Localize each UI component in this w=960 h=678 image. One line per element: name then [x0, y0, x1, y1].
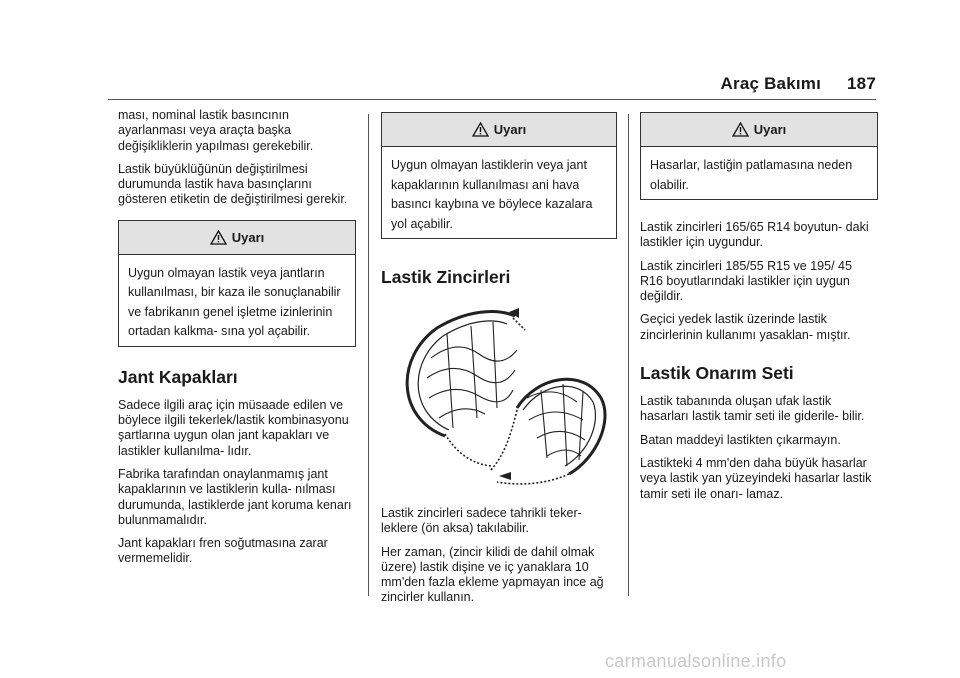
snow-chains-illustration: [387, 298, 615, 498]
column-2: [381, 108, 617, 614]
paragraph: ması, nominal lastik basıncının ayarlanması veya araçta başka değişikliklerin yapılması gerekebilir.: [118, 108, 314, 153]
paragraph: Lastik zincirleri 185/55 R15 ve 195/ 45 R16 boyutlarındaki lastikler için uygun değildir.: [640, 258, 852, 304]
warning-box: [118, 220, 356, 347]
section-heading: Lastik Onarım Seti: [640, 363, 794, 384]
column-divider-2: [628, 114, 629, 596]
warning-box: [381, 112, 617, 239]
paragraph: Her zaman, (zincir kilidi de dahil olmak üzere) lastik dişine ve iç yanaklara 10 mm'den fazla ekleme yapmayan ince ağ zincirler kullanın.: [381, 544, 604, 605]
section-heading: Jant Kapakları: [118, 366, 238, 387]
warning-title: Uyarı: [493, 122, 527, 137]
paragraph: Jant kapakları fren soğutmasına zarar vermemelidir.: [118, 536, 328, 566]
page-number: 187: [847, 74, 876, 93]
column-divider-1: [368, 114, 369, 596]
watermark: carmanualsonline.info: [605, 651, 787, 671]
header-rule: [108, 99, 876, 100]
warning-header: [119, 221, 355, 255]
paragraph: Fabrika tarafından onaylanmamış jant kapaklarının ve lastiklerin kulla- nılması durumunda, lastiklerde jant koruma kenarı bulunmamalıdır.: [118, 466, 352, 527]
paragraph: Lastik zincirleri 165/65 R14 boyutun- daki lastikler için uygundur.: [640, 220, 869, 250]
paragraph: Geçici yedek lastik üzerinde lastik zincirlerinin kullanımı yasaklan- mıştır.: [640, 312, 851, 342]
warning-box: [640, 112, 878, 200]
paragraph: Lastikteki 4 mm'den daha büyük hasarlar veya lastik yan yüzeyindeki hasarlar lastik tamir seti ile onarı- lamaz.: [640, 455, 872, 501]
warning-header: [382, 113, 616, 147]
warning-text: Uygun olmayan lastik veya jantların kullanılması, bir kaza ile sonuçlanabilir ve fabrikanın genel işletme izinlerinin ortadan kalkma- sına yol açabilir.: [128, 265, 341, 339]
column-3: [640, 108, 878, 510]
paragraph: Batan maddeyi lastikten çıkarmayın.: [640, 432, 841, 447]
section-title: Araç Bakımı: [720, 74, 822, 93]
warning-text: Hasarlar, lastiğin patlamasına neden olabilir.: [650, 158, 853, 192]
warning-header: [641, 113, 877, 147]
paragraph: Lastik büyüklüğünün değiştirilmesi durumunda lastik hava basınçlarını gösteren etiketin de değiştirilmesi gerekir.: [118, 161, 348, 207]
paragraph: Lastik tabanında oluşan ufak lastik hasarları lastik tamir seti ile giderile- bilir.: [640, 394, 865, 424]
paragraph: Lastik zincirleri sadece tahrikli teker- leklere (ön aksa) takılabilir.: [381, 506, 582, 536]
paragraph: Sadece ilgili araç için müsaade edilen ve böylece ilgili tekerlek/lastik kombinasyonu şartlarına uygun olan jant kapakları ve lastikler kullanılma- lıdır.: [118, 397, 349, 458]
warning-icon: [732, 122, 749, 137]
page-header: [721, 74, 876, 94]
warning-title: Uyarı: [231, 229, 265, 245]
warning-title: Uyarı: [753, 122, 787, 137]
warning-text: Uygun olmayan lastiklerin veya jant kapaklarının kullanılması ani hava basıncı kaybına ve böylece kazalara yol açabilir.: [391, 158, 593, 231]
section-heading: Lastik Zincirleri: [381, 267, 511, 287]
warning-icon: [472, 122, 489, 137]
column-1: [118, 108, 356, 575]
warning-icon: [210, 230, 227, 245]
